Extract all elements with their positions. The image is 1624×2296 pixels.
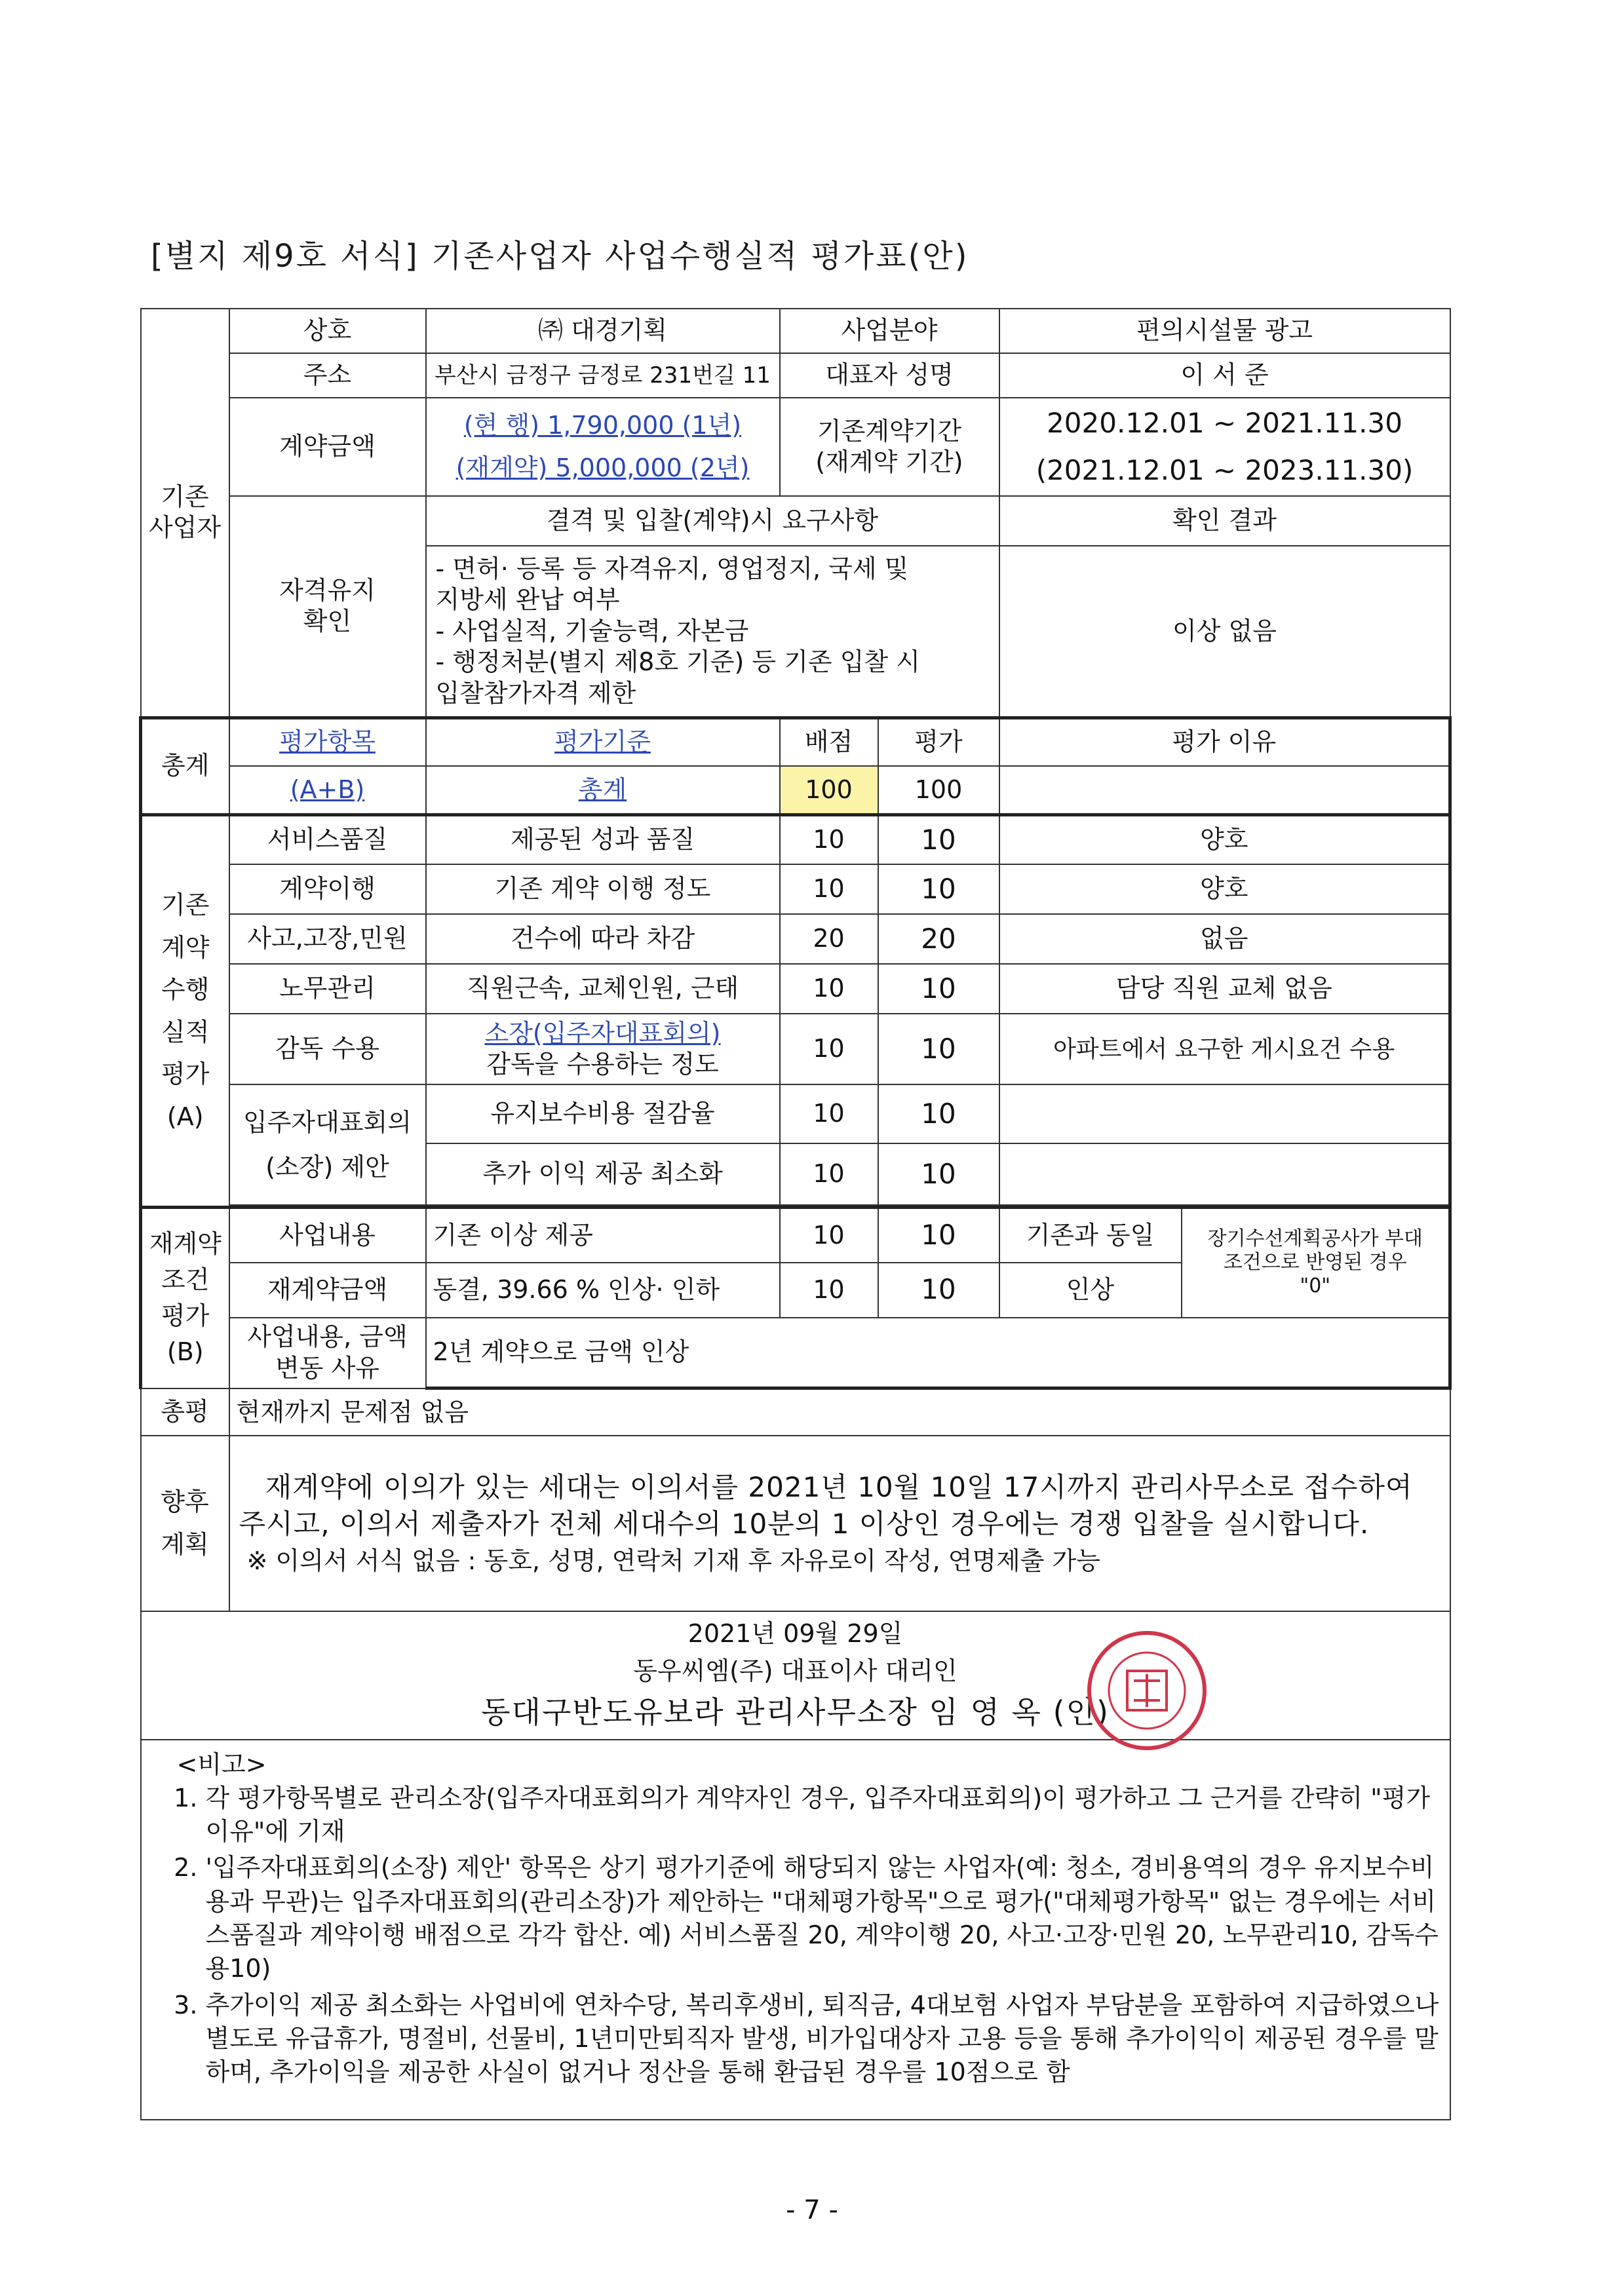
proposal-score: 10 bbox=[780, 1084, 878, 1143]
qualification-result: 이상 없음 bbox=[999, 546, 1450, 718]
remarks-header: <비고> bbox=[176, 1750, 267, 1779]
header-criteria: 평가기준 bbox=[426, 718, 780, 766]
document-title: [별지 제9호 서식] 기존사업자 사업수행실적 평가표(안) bbox=[151, 238, 969, 275]
total-item: (A+B) bbox=[229, 766, 426, 814]
section-a-label: 기존 계약 수행 실적 평가 (A) bbox=[141, 814, 229, 1208]
review-value: 현재까지 문제점 없음 bbox=[229, 1388, 1450, 1436]
qualification-label: 자격유지 확인 bbox=[229, 496, 426, 718]
remark-item: 1. 각 평가항목별로 관리소장(입주자대표회의가 계약자인 경우, 입주자대표회의)이 평가하고 그 근거를 간략히 "평가이유"에 기재 bbox=[206, 1782, 1440, 1849]
remarks-block bbox=[141, 1740, 1450, 2120]
proposal-criteria: 유지보수비용 절감율 bbox=[426, 1084, 780, 1143]
qualification-item: - 사업실적, 기술능력, 자본금 bbox=[435, 616, 749, 645]
b-criteria: 기존 이상 제공 bbox=[426, 1208, 780, 1263]
a-criteria-line: 소장(입주자대표회의) bbox=[484, 1018, 721, 1048]
period-current: 2020.12.01 ~ 2021.11.30 bbox=[1047, 406, 1402, 439]
address-value: 부산시 금정구 금정로 231번길 11 bbox=[426, 353, 780, 398]
a-eval: 20 bbox=[878, 914, 999, 964]
review-label: 총평 bbox=[141, 1388, 229, 1436]
company-label: 상호 bbox=[229, 309, 426, 353]
b-side-note: 장기수선계획공사가 부대 조건으로 반영된 경우 "0" bbox=[1182, 1208, 1450, 1318]
proposal-reason bbox=[999, 1143, 1450, 1205]
proposal-eval: 10 bbox=[878, 1084, 999, 1143]
signature-line2: 동대구반도유보라 관리사무소장 임 영 옥 (인) bbox=[481, 1694, 1110, 1730]
b-eval: 10 bbox=[878, 1263, 999, 1318]
field-label: 사업분야 bbox=[780, 309, 999, 353]
proposal-eval: 10 bbox=[878, 1143, 999, 1205]
a-score: 10 bbox=[780, 964, 878, 1014]
b-item: 재계약금액 bbox=[229, 1263, 426, 1318]
company-value: ㈜ 대경기획 bbox=[426, 309, 780, 353]
signature-date: 2021년 09월 29일 bbox=[687, 1619, 903, 1648]
a-reason: 아파트에서 요구한 게시요건 수용 bbox=[999, 1014, 1450, 1084]
total-score: 100 bbox=[780, 766, 878, 814]
plan-content bbox=[229, 1436, 1450, 1611]
evaluation-table bbox=[139, 308, 1452, 2120]
a-eval: 10 bbox=[878, 964, 999, 1014]
a-score: 10 bbox=[780, 864, 878, 914]
b-reason: 인상 bbox=[999, 1263, 1182, 1318]
b-score: 10 bbox=[780, 1263, 878, 1318]
signature-line1: 동우씨엠(주) 대표이사 대리인 bbox=[633, 1656, 957, 1685]
plan-label: 향후 계획 bbox=[141, 1436, 229, 1611]
qualification-items bbox=[426, 546, 999, 718]
qualification-item: - 행정처분(별지 제8호 기준) 등 기존 입찰 시 입찰참가자격 제한 bbox=[435, 647, 920, 708]
b-item: 사업내용 bbox=[229, 1208, 426, 1263]
qualification-header: 결격 및 입찰(계약)시 요구사항 bbox=[426, 496, 999, 546]
a-eval: 10 bbox=[878, 1014, 999, 1084]
amount-renew: (재계약) 5,000,000 (2년) bbox=[455, 453, 750, 482]
proposal-item: 입주자대표회의 (소장) 제안 bbox=[229, 1084, 426, 1205]
a-reason: 양호 bbox=[999, 814, 1450, 864]
a-item: 사고,고장,민원 bbox=[229, 914, 426, 964]
remark-item: 3. 추가이익 제공 최소화는 사업비에 연차수당, 복리후생비, 퇴직금, 4대보험 사업자 부담분을 포함하여 지급하였으나 별도로 유급휴가, 명절비, 선물비, 1년미만퇴직자 발생, 비가입대상자 고용 등을 통해 추가이익이 제공된 경우를 말하며, 추가이익을 제공한 사실이 없거나 정산을 통해 환급된 경우를 10점으로 함 bbox=[206, 1989, 1440, 2090]
a-score: 10 bbox=[780, 814, 878, 864]
b-score: 10 bbox=[780, 1208, 878, 1263]
page-number: - 7 - bbox=[786, 2195, 838, 2225]
amount-current: (현 행) 1,790,000 (1년) bbox=[463, 410, 742, 440]
a-criteria: 직원근속, 교체인원, 근태 bbox=[426, 964, 780, 1014]
b-eval: 10 bbox=[878, 1208, 999, 1263]
header-eval: 평가 bbox=[878, 718, 999, 766]
a-criteria-line: 감독을 수용하는 정도 bbox=[486, 1050, 719, 1079]
a-score: 10 bbox=[780, 1014, 878, 1084]
amount-values bbox=[426, 398, 780, 496]
proposal-reason bbox=[999, 1084, 1450, 1143]
a-eval: 10 bbox=[878, 814, 999, 864]
total-reason bbox=[999, 766, 1450, 814]
proposal-criteria: 추가 이익 제공 최소화 bbox=[426, 1143, 780, 1205]
remark-item: 2. '입주자대표회의(소장) 제안' 항목은 상기 평가기준에 해당되지 않는 사업자(예: 청소, 경비용역의 경우 유지보수비용과 무관)는 입주자대표회의(관리소장)가 제안하는 "대체평가항목"으로 평가("대체평가항목" 없는 경우에는 서비스품질과 계약이행 배점으로 각각 합산. 예) 서비스품질 20, 계약이행 20, 사고·고장·민원 20, 노무관리10, 감독수용10) bbox=[206, 1851, 1440, 1985]
a-score: 20 bbox=[780, 914, 878, 964]
a-criteria: 제공된 성과 품질 bbox=[426, 814, 780, 864]
period-label: 기존계약기간 (재계약 기간) bbox=[780, 398, 999, 496]
a-reason: 없음 bbox=[999, 914, 1450, 964]
period-renew: (2021.12.01 ~ 2023.11.30) bbox=[1035, 454, 1414, 486]
header-item: 평가항목 bbox=[229, 718, 426, 766]
b-criteria: 동결, 39.66 % 인상· 인하 bbox=[426, 1263, 780, 1318]
total-label: 총계 bbox=[141, 718, 229, 814]
b-reason: 기존과 동일 bbox=[999, 1208, 1182, 1263]
a-eval: 10 bbox=[878, 864, 999, 914]
address-label: 주소 bbox=[229, 353, 426, 398]
ceo-value: 이 서 준 bbox=[999, 353, 1450, 398]
existing-section-label: 기존 사업자 bbox=[141, 309, 229, 718]
period-values bbox=[999, 398, 1450, 496]
a-item: 계약이행 bbox=[229, 864, 426, 914]
a-criteria: 기존 계약 이행 정도 bbox=[426, 864, 780, 914]
official-seal-icon bbox=[1081, 1625, 1212, 1756]
qualification-item: - 면허· 등록 등 자격유지, 영업정지, 국세 및 지방세 완납 여부 bbox=[435, 554, 909, 614]
amount-label: 계약금액 bbox=[229, 398, 426, 496]
a-criteria bbox=[426, 1014, 780, 1084]
change-value: 2년 계약으로 금액 인상 bbox=[426, 1318, 1450, 1388]
a-criteria: 건수에 따라 차감 bbox=[426, 914, 780, 964]
section-b-label: 재계약 조건 평가 (B) bbox=[141, 1208, 229, 1388]
plan-text: 재계약에 이의가 있는 세대는 이의서를 2021년 10월 10일 17시까지 관리사무소로 접수하여 주시고, 이의서 제출자가 전체 세대수의 10분의 1 이상인 경우에는 경쟁 입찰을 실시합니다. bbox=[239, 1471, 1413, 1540]
field-value: 편의시설물 광고 bbox=[999, 309, 1450, 353]
qualification-result-header: 확인 결과 bbox=[999, 496, 1450, 546]
a-reason: 양호 bbox=[999, 864, 1450, 914]
plan-note: ※ 이의서 서식 없음 : 동호, 성명, 연락처 기재 후 자유로이 작성, 연명제출 가능 bbox=[246, 1546, 1100, 1576]
signature-block bbox=[141, 1611, 1450, 1740]
ceo-label: 대표자 성명 bbox=[780, 353, 999, 398]
a-item: 감독 수용 bbox=[229, 1014, 426, 1084]
a-reason: 담당 직원 교체 없음 bbox=[999, 964, 1450, 1014]
a-item: 노무관리 bbox=[229, 964, 426, 1014]
header-reason: 평가 이유 bbox=[999, 718, 1450, 766]
proposal-score: 10 bbox=[780, 1143, 878, 1205]
remarks-list bbox=[170, 1782, 1440, 2090]
header-score: 배점 bbox=[780, 718, 878, 766]
total-criteria: 총계 bbox=[426, 766, 780, 814]
total-eval: 100 bbox=[878, 766, 999, 814]
change-label: 사업내용, 금액 변동 사유 bbox=[229, 1318, 426, 1388]
a-item: 서비스품질 bbox=[229, 814, 426, 864]
